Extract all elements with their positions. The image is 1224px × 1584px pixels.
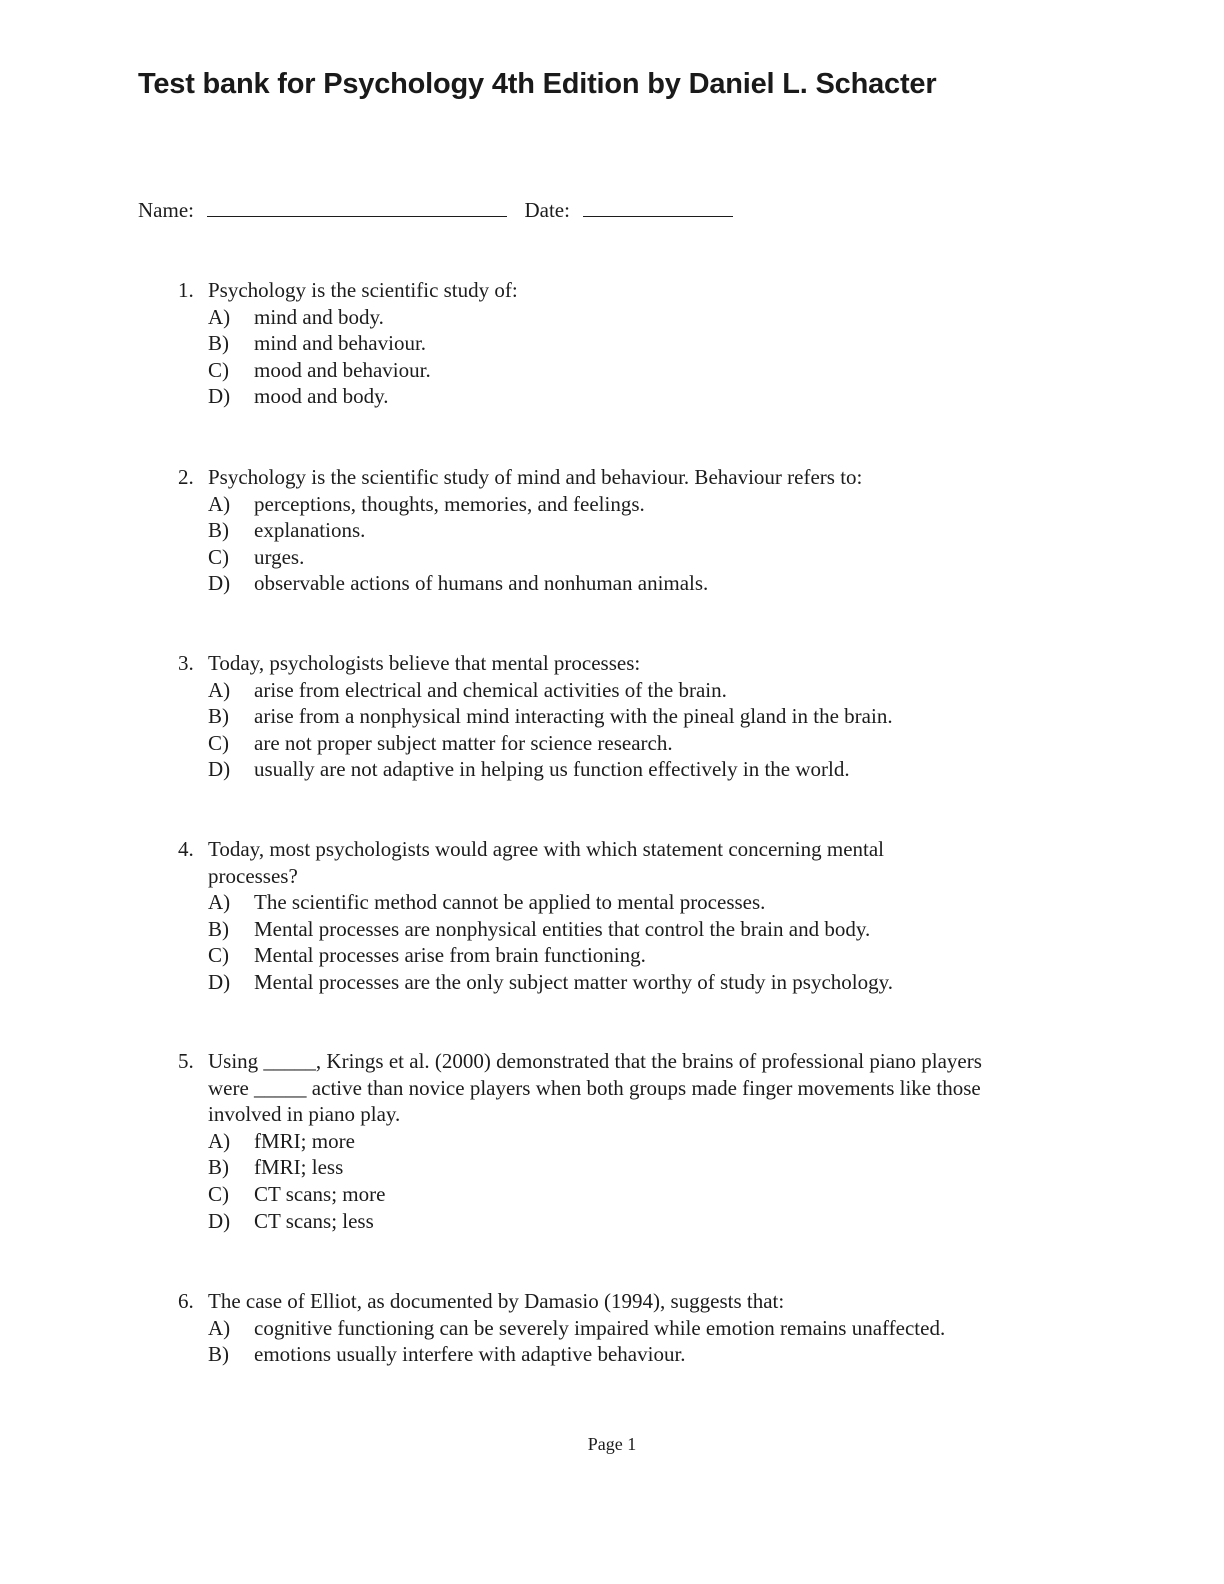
answer-option xyxy=(208,330,1038,357)
answer-option xyxy=(208,383,1038,410)
answer-option xyxy=(208,1128,993,1155)
option-text: perceptions, thoughts, memories, and feelings. xyxy=(254,491,645,516)
question-number: 6. xyxy=(178,1289,194,1313)
question-text: Psychology is the scientific study of: xyxy=(208,278,518,302)
answer-option xyxy=(208,517,1038,544)
question-text: Today, psychologists believe that mental processes: xyxy=(208,651,641,675)
option-label: C) xyxy=(208,1181,229,1206)
option-text: emotions usually interfere with adaptive behaviour. xyxy=(254,1342,686,1367)
answer-option xyxy=(208,889,1038,916)
option-label: B) xyxy=(208,704,229,729)
question-text: Psychology is the scientific study of mind and behaviour. Behaviour refers to: xyxy=(208,465,863,489)
answer-option xyxy=(208,916,1038,943)
question-number: 1. xyxy=(178,278,194,302)
option-text: mood and body. xyxy=(254,384,389,409)
option-label: C) xyxy=(208,943,229,968)
option-text: arise from a nonphysical mind interacting with the pineal gland in the brain. xyxy=(254,704,893,729)
answer-option xyxy=(208,491,1038,518)
page-number: Page 1 xyxy=(587,1434,637,1454)
option-label: D) xyxy=(208,757,231,782)
option-label: B) xyxy=(208,331,229,356)
option-text: Mental processes are the only subject matter worthy of study in psychology. xyxy=(254,969,893,994)
option-label: A) xyxy=(208,304,231,329)
option-label: A) xyxy=(208,1128,231,1153)
option-text: cognitive functioning can be severely impaired while emotion remains unaffected. xyxy=(254,1315,946,1340)
question-number: 5. xyxy=(178,1049,194,1073)
question-1 xyxy=(178,277,1038,410)
answer-option xyxy=(208,1154,993,1181)
option-label: D) xyxy=(208,571,231,596)
option-label: C) xyxy=(208,357,229,382)
name-label: Name: xyxy=(138,198,194,222)
option-label: C) xyxy=(208,544,229,569)
option-text: Mental processes arise from brain functioning. xyxy=(254,943,646,968)
answer-option xyxy=(208,304,1038,331)
option-text: observable actions of humans and nonhuman animals. xyxy=(254,571,709,596)
option-label: A) xyxy=(208,677,231,702)
answer-option xyxy=(208,544,1038,571)
answer-option xyxy=(208,730,1038,757)
question-4 xyxy=(178,836,958,996)
option-text: are not proper subject matter for science research. xyxy=(254,730,673,755)
document-title: Test bank for Psychology 4th Edition by Daniel L. Schacter xyxy=(138,68,937,100)
option-text: CT scans; less xyxy=(254,1208,374,1233)
option-label: D) xyxy=(208,1208,231,1233)
answer-option xyxy=(208,756,1038,783)
answer-option xyxy=(208,1315,1038,1342)
answer-option xyxy=(208,1208,993,1235)
option-label: B) xyxy=(208,1155,229,1180)
option-text: arise from electrical and chemical activities of the brain. xyxy=(254,677,727,702)
option-text: usually are not adaptive in helping us function effectively in the world. xyxy=(254,757,850,782)
answer-option xyxy=(208,677,1038,704)
question-5 xyxy=(178,1048,993,1234)
option-label: A) xyxy=(208,491,231,516)
option-label: B) xyxy=(208,1342,229,1367)
answer-option xyxy=(208,942,1038,969)
question-number: 4. xyxy=(178,837,194,861)
question-number: 2. xyxy=(178,465,194,489)
date-label: Date: xyxy=(524,198,570,222)
option-label: A) xyxy=(208,1315,231,1340)
answer-option xyxy=(208,357,1038,384)
question-2 xyxy=(178,464,1038,597)
answer-option xyxy=(208,1341,1038,1368)
option-text: mind and behaviour. xyxy=(254,331,427,356)
option-label: D) xyxy=(208,969,231,994)
option-text: fMRI; less xyxy=(254,1155,344,1180)
date-blank-line xyxy=(583,198,733,217)
option-text: urges. xyxy=(254,544,305,569)
option-label: C) xyxy=(208,730,229,755)
question-6 xyxy=(178,1288,1038,1368)
question-number: 3. xyxy=(178,651,194,675)
answer-option xyxy=(208,570,1038,597)
name-blank-line xyxy=(207,198,507,217)
answer-option xyxy=(208,703,1038,730)
answer-option xyxy=(208,1181,993,1208)
option-text: Mental processes are nonphysical entities that control the brain and body. xyxy=(254,916,871,941)
option-text: explanations. xyxy=(254,518,366,543)
option-text: mood and behaviour. xyxy=(254,357,431,382)
option-label: B) xyxy=(208,916,229,941)
option-label: B) xyxy=(208,518,229,543)
option-text: fMRI; more xyxy=(254,1128,355,1153)
question-text: Using _____, Krings et al. (2000) demonstrated that the brains of professional piano players were _____ active than novice players when both groups made finger movements like those involved in piano play. xyxy=(208,1049,982,1127)
question-3 xyxy=(178,650,1038,783)
option-text: mind and body. xyxy=(254,304,384,329)
option-label: D) xyxy=(208,384,231,409)
answer-option xyxy=(208,969,1038,996)
option-text: CT scans; more xyxy=(254,1181,386,1206)
option-label: A) xyxy=(208,890,231,915)
name-date-row xyxy=(138,198,733,223)
option-text: The scientific method cannot be applied to mental processes. xyxy=(254,890,766,915)
question-text: The case of Elliot, as documented by Damasio (1994), suggests that: xyxy=(208,1289,785,1313)
question-text: Today, most psychologists would agree with which statement concerning mental processes? xyxy=(208,837,885,888)
